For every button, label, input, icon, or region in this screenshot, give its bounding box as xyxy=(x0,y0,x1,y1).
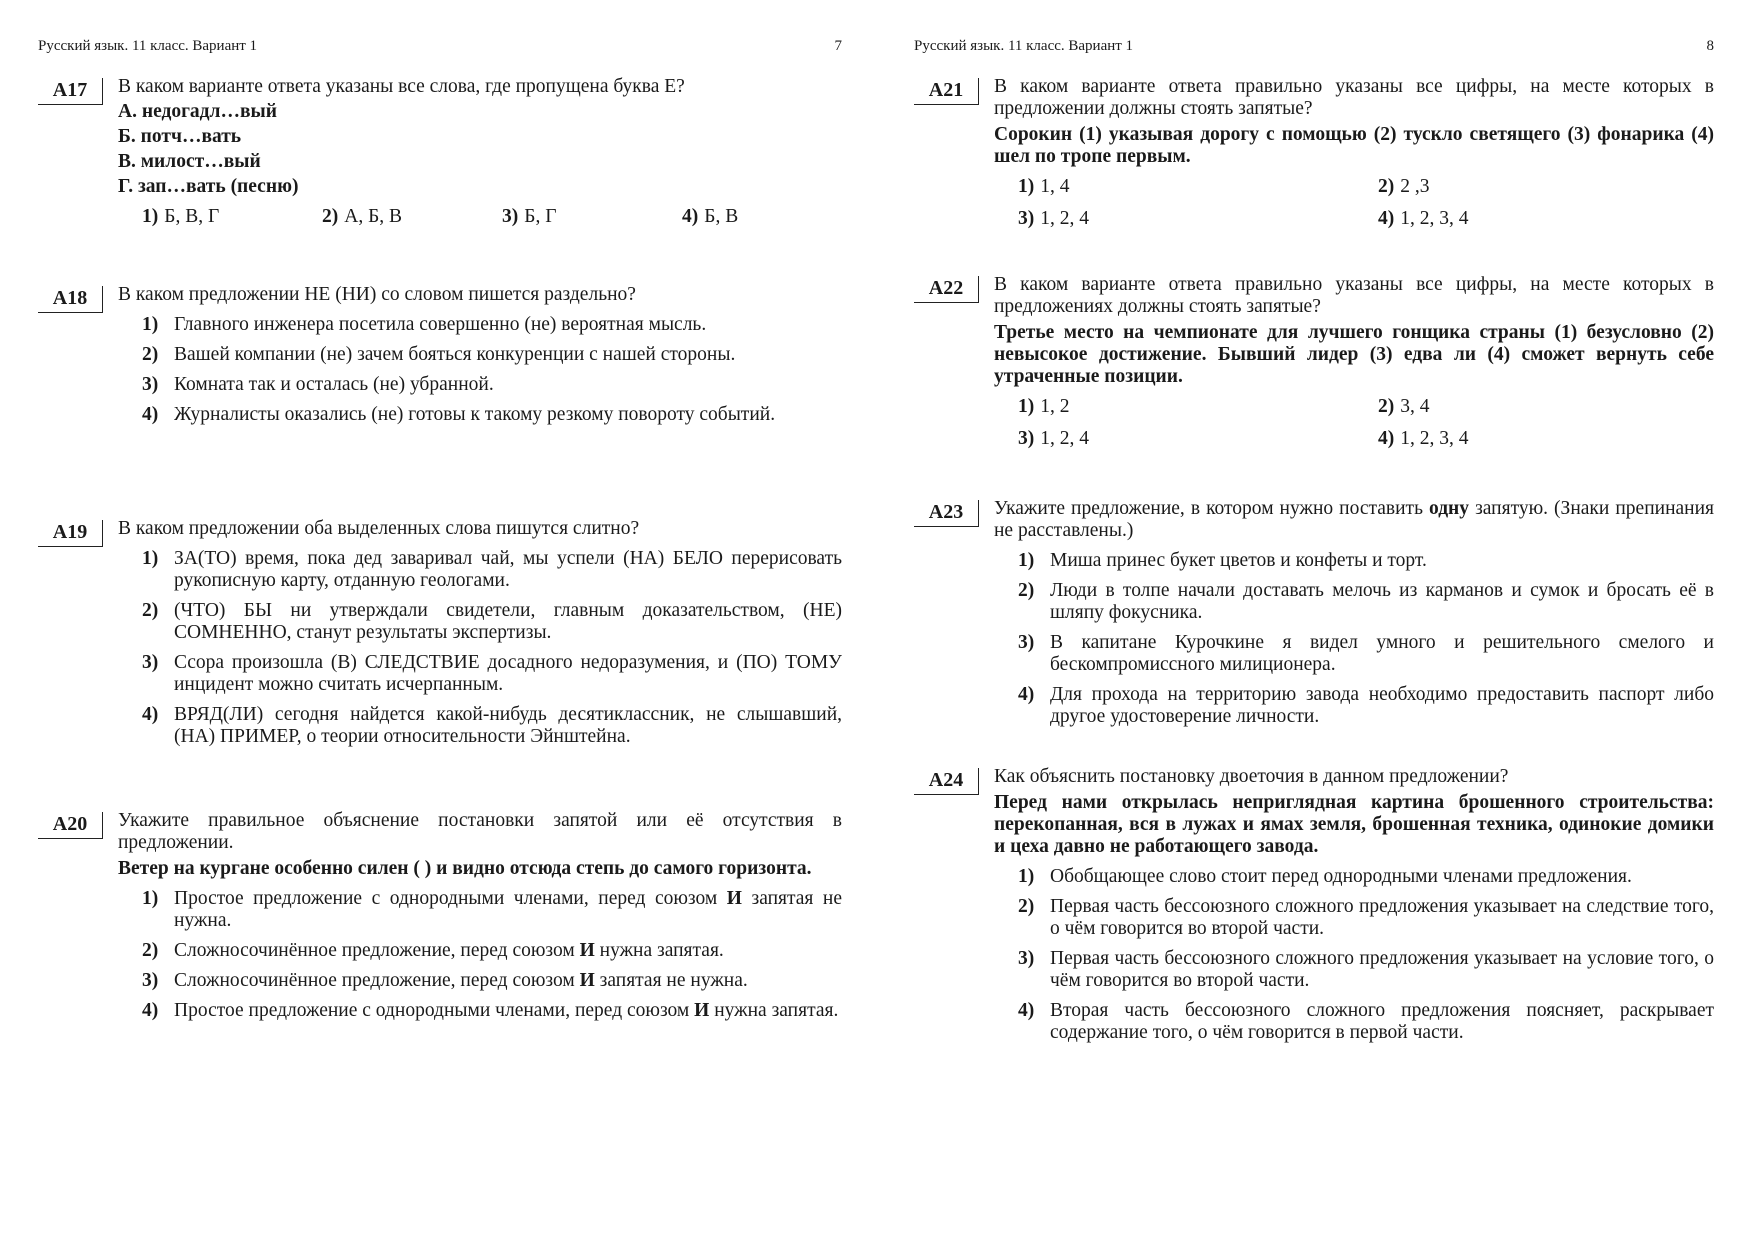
answer-option[interactable] xyxy=(994,948,1714,992)
option-number: 1) xyxy=(1018,550,1035,571)
option-text: Первая часть бессоюзного сложного предложения указывает на следствие того, о чём говорится во второй части. xyxy=(1050,896,1714,939)
left-page-header xyxy=(38,38,842,60)
option-number: 4) xyxy=(682,206,699,227)
option-text: ЗА(ТО) время, пока дед заваривал чай, мы успели (НА) БЕЛО перерисовать рукописную карту, отданную геологами. xyxy=(174,548,842,591)
option-number: 1) xyxy=(1018,176,1035,197)
task-a17 xyxy=(38,76,842,230)
answer-option[interactable] xyxy=(118,704,842,748)
task-a23 xyxy=(914,498,1714,728)
answer-option[interactable] xyxy=(994,1000,1714,1044)
option-text: 3, 4 xyxy=(1400,396,1430,417)
answer-option[interactable] xyxy=(994,632,1714,676)
option-number: 1) xyxy=(142,206,159,227)
task-label: А17 xyxy=(38,78,103,105)
option-text: В капитане Курочкине я видел умного и решительного смелого и бескомпромиссного милиционера. xyxy=(1050,632,1714,675)
option-text: Обобщающее слово стоит перед однородными членами предложения. xyxy=(1050,866,1632,887)
task-question: Как объяснить постановку двоеточия в данном предложении? xyxy=(994,766,1509,787)
answer-option[interactable] xyxy=(994,866,1714,888)
option-number: 3) xyxy=(142,652,159,673)
answer-option[interactable] xyxy=(118,1000,842,1022)
conjunction: И xyxy=(694,1000,710,1021)
option-number: 2) xyxy=(142,940,159,961)
answer-option[interactable] xyxy=(1378,208,1469,230)
right-page xyxy=(914,0,1714,1239)
word-item: Б. потч…вать xyxy=(118,126,242,147)
task-label: А22 xyxy=(914,276,979,303)
option-text: Комната так и осталась (не) убранной. xyxy=(174,374,494,395)
option-number: 1) xyxy=(142,888,159,909)
right-page-header xyxy=(914,38,1714,60)
option-text: Б, В, Г xyxy=(164,206,220,227)
option-number: 3) xyxy=(142,374,159,395)
conjunction: И xyxy=(579,970,595,991)
option-number: 4) xyxy=(1018,684,1035,705)
header-title: Русский язык. 11 класс. Вариант 1 xyxy=(38,38,258,54)
option-number: 2) xyxy=(322,206,339,227)
answer-option[interactable] xyxy=(1378,428,1469,450)
option-number: 4) xyxy=(142,404,159,425)
answer-option[interactable] xyxy=(682,206,738,228)
option-number: 2) xyxy=(142,344,159,365)
option-number: 1) xyxy=(1018,866,1035,887)
task-label: А23 xyxy=(914,500,979,527)
answer-option[interactable] xyxy=(118,970,842,992)
option-text: ВРЯД(ЛИ) сегодня найдется какой-нибудь десятиклассник, не слышавший, (НА) ПРИМЕР, о теории относительности Эйнштейна. xyxy=(174,704,842,747)
option-number: 4) xyxy=(1378,208,1395,229)
option-text-end: нужна запятая. xyxy=(594,940,724,961)
task-label: А19 xyxy=(38,520,103,547)
answer-options-row xyxy=(994,396,1714,420)
option-number: 3) xyxy=(142,970,159,991)
task-a20 xyxy=(38,810,842,1022)
option-text: 1, 4 xyxy=(1040,176,1070,197)
answer-option[interactable] xyxy=(1378,176,1430,198)
conjunction: И xyxy=(579,940,595,961)
option-number: 2) xyxy=(1018,896,1035,917)
answer-option[interactable] xyxy=(994,896,1714,940)
option-text: Сложносочинённое предложение, перед союзом xyxy=(174,940,580,961)
option-text: Первая часть бессоюзного сложного предложения указывает на условие того, о чём говорится во второй части. xyxy=(1050,948,1714,991)
option-text-end: нужна запятая. xyxy=(709,1000,839,1021)
task-question: В каком варианте ответа правильно указаны все цифры, на месте которых в предложении должны стоять запятые? xyxy=(994,76,1714,119)
task-sentence: Третье место на чемпионате для лучшего гонщика страны (1) безусловно (2) невысокое достижение. Бывший лидер (3) едва ли (4) сможет вернуть себе утраченные позиции. xyxy=(994,322,1714,387)
conjunction: И xyxy=(726,888,742,909)
answer-option[interactable] xyxy=(118,652,842,696)
option-text: Вашей компании (не) зачем бояться конкуренции с нашей стороны. xyxy=(174,344,736,365)
task-question: В каком предложении оба выделенных слова пишутся слитно? xyxy=(118,518,640,539)
option-number: 3) xyxy=(502,206,519,227)
task-question xyxy=(994,498,1714,542)
task-sentence: Ветер на кургане особенно силен ( ) и видно отсюда степь до самого горизонта. xyxy=(118,858,812,879)
task-question: В каком варианте ответа правильно указаны все цифры, на месте которых в предложениях должны стоять запятые? xyxy=(994,274,1714,317)
option-number: 4) xyxy=(142,704,159,725)
option-text: Сложносочинённое предложение, перед союзом xyxy=(174,970,580,991)
option-number: 1) xyxy=(142,548,159,569)
word-item: А. недогадл…вый xyxy=(118,101,277,122)
task-question: Укажите правильное объяснение постановки запятой или её отсутствия в предложении. xyxy=(118,810,842,853)
option-text: (ЧТО) БЫ ни утверждали свидетели, главным доказательством, (НЕ) СОМНЕННО, станут результаты экспертизы. xyxy=(174,600,842,643)
answer-option[interactable] xyxy=(502,206,556,228)
answer-option[interactable] xyxy=(118,404,842,426)
option-number: 3) xyxy=(1018,632,1035,653)
option-text: Простое предложение с однородными членами, перед союзом xyxy=(174,888,727,909)
question-text-end: запятую. (Знаки препинания не расставлены.) xyxy=(994,498,1714,541)
task-a19 xyxy=(38,518,842,748)
answer-option[interactable] xyxy=(322,206,402,228)
task-a18 xyxy=(38,284,842,426)
question-text: Укажите предложение, в котором нужно поставить xyxy=(994,498,1429,519)
header-title: Русский язык. 11 класс. Вариант 1 xyxy=(914,38,1134,54)
option-text: Ссора произошла (В) СЛЕДСТВИЕ досадного недоразумения, и (ПО) ТОМУ инцидент можно считать исчерпанным. xyxy=(174,652,842,695)
option-text: Б, В xyxy=(704,206,739,227)
task-label: А21 xyxy=(914,78,979,105)
answer-option[interactable] xyxy=(994,580,1714,624)
task-question: В каком предложении НЕ (НИ) со словом пишется раздельно? xyxy=(118,284,636,305)
option-number: 4) xyxy=(1378,428,1395,449)
answer-options-row xyxy=(994,208,1714,232)
option-text: А, Б, В xyxy=(344,206,403,227)
option-text: 1, 2 xyxy=(1040,396,1070,417)
option-text: Миша принес букет цветов и конфеты и торт. xyxy=(1050,550,1427,571)
option-text-end: запятая не нужна. xyxy=(594,970,748,991)
answer-option[interactable] xyxy=(118,888,842,932)
answer-option[interactable] xyxy=(1018,428,1089,450)
option-number: 2) xyxy=(142,600,159,621)
word-item: В. милост…вый xyxy=(118,151,261,172)
option-text: Вторая часть бессоюзного сложного предложения поясняет, раскрывает содержание того, о чём говорится в первой части. xyxy=(1050,1000,1714,1043)
left-page xyxy=(38,0,842,1239)
option-number: 3) xyxy=(1018,208,1035,229)
task-a21 xyxy=(914,76,1714,232)
task-question: В каком варианте ответа указаны все слова, где пропущена буква Е? xyxy=(118,76,685,97)
page-number: 7 xyxy=(834,38,842,54)
question-emphasis: одну xyxy=(1429,498,1470,519)
option-text: 1, 2, 3, 4 xyxy=(1400,208,1469,229)
option-text-end: запятая не нужна. xyxy=(174,888,843,931)
answer-option[interactable] xyxy=(994,684,1714,728)
option-text: 1, 2, 4 xyxy=(1040,208,1089,229)
answer-option[interactable] xyxy=(118,314,842,336)
option-number: 2) xyxy=(1018,580,1035,601)
option-number: 4) xyxy=(1018,1000,1035,1021)
answer-option[interactable] xyxy=(118,548,842,592)
option-text: 2 ,3 xyxy=(1400,176,1430,197)
option-text: Люди в толпе начали доставать мелочь из карманов и сумок и бросать её в шляпу фокусника. xyxy=(1050,580,1714,623)
answer-option[interactable] xyxy=(1018,396,1070,418)
answer-option[interactable] xyxy=(1378,396,1430,418)
option-text: 1, 2, 4 xyxy=(1040,428,1089,449)
answer-options-row xyxy=(118,206,842,230)
option-number: 3) xyxy=(1018,948,1035,969)
answer-option[interactable] xyxy=(118,374,842,396)
option-number: 4) xyxy=(142,1000,159,1021)
answer-option[interactable] xyxy=(994,550,1714,572)
task-label: А20 xyxy=(38,812,103,839)
task-a22 xyxy=(914,274,1714,452)
option-text: Главного инженера посетила совершенно (не) вероятная мысль. xyxy=(174,314,707,335)
option-text: 1, 2, 3, 4 xyxy=(1400,428,1469,449)
option-text: Для прохода на территорию завода необходимо предоставить паспорт либо другое удостоверение личности. xyxy=(1050,684,1714,727)
option-number: 1) xyxy=(1018,396,1035,417)
task-sentence: Перед нами открылась неприглядная картина брошенного строительства: перекопанная, вся в лужах и ямах земля, брошенная техника, одинокие домики и цеха давно не работающего завода. xyxy=(994,792,1714,857)
option-text: Простое предложение с однородными членами, перед союзом xyxy=(174,1000,695,1021)
task-label: А18 xyxy=(38,286,103,313)
word-item: Г. зап…вать (песню) xyxy=(118,176,299,197)
answer-options-row xyxy=(994,428,1714,452)
answer-option[interactable] xyxy=(118,600,842,644)
answer-option[interactable] xyxy=(1018,176,1070,198)
page-number: 8 xyxy=(1706,38,1714,54)
answer-option[interactable] xyxy=(1018,208,1089,230)
option-number: 2) xyxy=(1378,396,1395,417)
answer-option[interactable] xyxy=(118,940,842,962)
answer-options-row xyxy=(994,176,1714,200)
option-text: Журналисты оказались (не) готовы к такому резкому повороту событий. xyxy=(174,404,776,425)
task-a24 xyxy=(914,766,1714,1044)
option-number: 3) xyxy=(1018,428,1035,449)
task-label: А24 xyxy=(914,768,979,795)
option-number: 2) xyxy=(1378,176,1395,197)
option-text: Б, Г xyxy=(524,206,557,227)
option-number: 1) xyxy=(142,314,159,335)
task-sentence: Сорокин (1) указывая дорогу с помощью (2) тускло светящего (3) фонарика (4) шел по тропе первым. xyxy=(994,124,1714,167)
answer-option[interactable] xyxy=(142,206,219,228)
answer-option[interactable] xyxy=(118,344,842,366)
